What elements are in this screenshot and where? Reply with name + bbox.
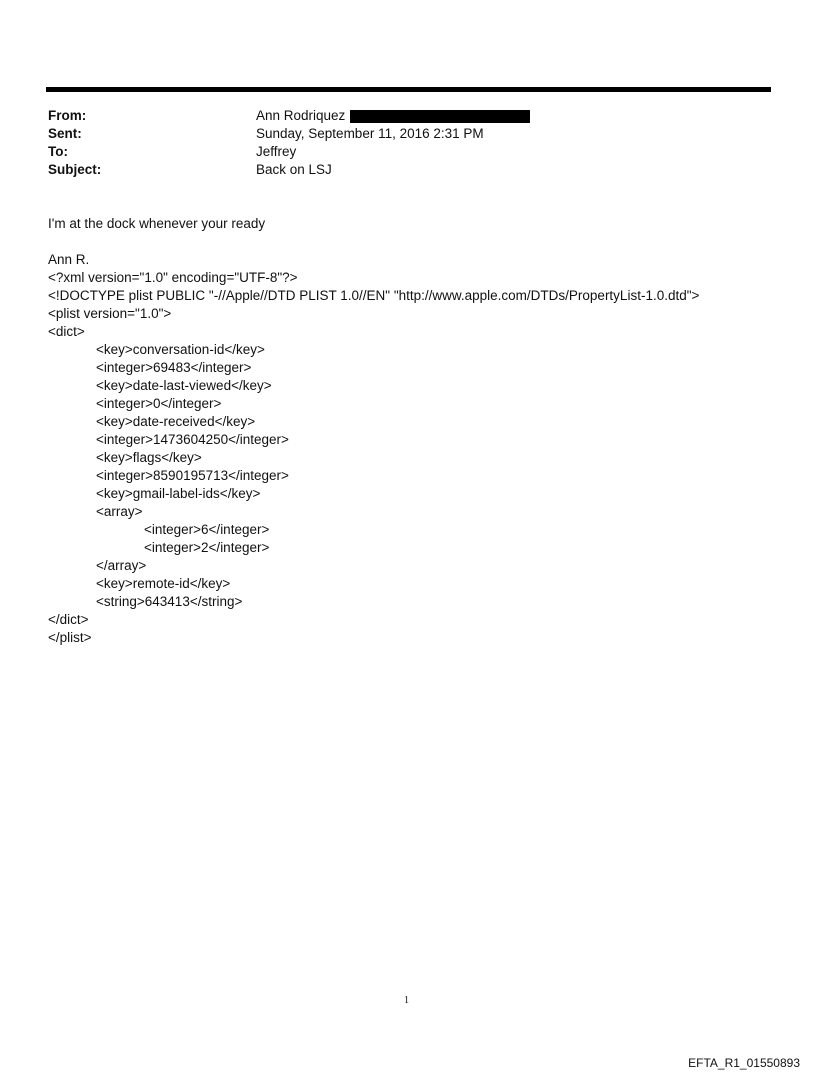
plist-line: <?xml version="1.0" encoding="UTF-8"?>: [48, 270, 298, 285]
subject-label: Subject:: [48, 162, 102, 177]
sent-label: Sent:: [48, 126, 82, 141]
plist-line: <integer>6</integer>: [144, 522, 270, 537]
plist-line: <key>date-last-viewed</key>: [96, 378, 272, 393]
email-body: [48, 215, 778, 647]
plist-line: </array>: [96, 558, 147, 573]
plist-line: <key>date-received</key>: [96, 414, 256, 429]
signature: Ann R.: [48, 252, 90, 267]
sender-name: Ann Rodriquez: [256, 108, 346, 123]
email-header: [48, 107, 748, 179]
plist-line: <key>gmail-label-ids</key>: [96, 486, 261, 501]
from-value: [256, 107, 530, 125]
plist-line: <integer>69483</integer>: [96, 360, 252, 375]
plist-line: <key>flags</key>: [96, 450, 202, 465]
plist-line: <dict>: [48, 324, 85, 339]
plist-line: <plist version="1.0">: [48, 306, 172, 321]
sent-value: Sunday, September 11, 2016 2:31 PM: [256, 126, 484, 141]
redaction-box: [350, 110, 530, 123]
plist-line: <integer>8590195713</integer>: [96, 468, 289, 483]
from-row: [48, 107, 748, 125]
plist-line: <integer>2</integer>: [144, 540, 270, 555]
plist-line: <string>643413</string>: [96, 594, 243, 609]
subject-row: [48, 161, 748, 179]
plist-line: </dict>: [48, 612, 89, 627]
plist-block: [48, 269, 778, 647]
plist-line: <key>remote-id</key>: [96, 576, 231, 591]
plist-line: <integer>1473604250</integer>: [96, 432, 289, 447]
subject-value: Back on LSJ: [256, 162, 332, 177]
bates-number: EFTA_R1_01550893: [688, 1056, 800, 1070]
message-text: I'm at the dock whenever your ready: [48, 216, 266, 231]
header-divider: [46, 87, 771, 92]
plist-line: </plist>: [48, 630, 92, 645]
plist-line: <integer>0</integer>: [96, 396, 222, 411]
to-row: [48, 143, 748, 161]
to-label: To:: [48, 144, 68, 159]
plist-line: <!DOCTYPE plist PUBLIC "-//Apple//DTD PLIST 1.0//EN" "http://www.apple.com/DTDs/PropertyList-1.0.dtd">: [48, 288, 700, 303]
to-value: Jeffrey: [256, 144, 297, 159]
plist-line: <key>conversation-id</key>: [96, 342, 265, 357]
from-label: From:: [48, 108, 87, 123]
plist-line: <array>: [96, 504, 143, 519]
page-number: 1: [404, 995, 409, 1006]
sent-row: [48, 125, 748, 143]
spacer: [48, 233, 778, 251]
